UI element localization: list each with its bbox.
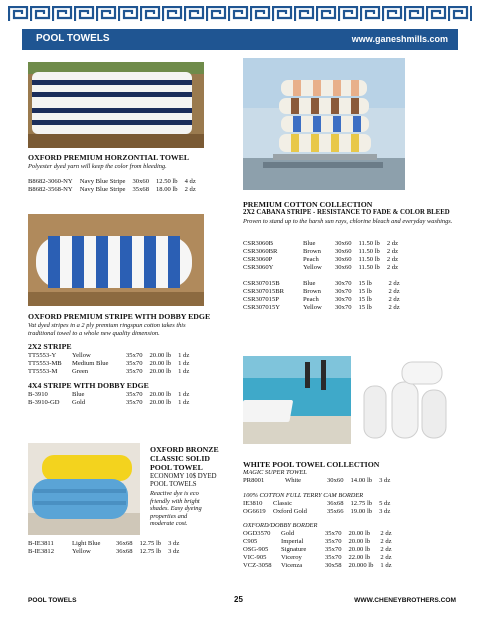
header-bar — [22, 29, 458, 50]
table-row: B-3910 Blue 35x70 20.00 lb 1 dz — [28, 391, 190, 398]
table-row: B-IE3812 Yellow 36x68 12.75 lb 3 dz — [28, 548, 180, 555]
table-row: VCZ-3058 Vicenza 30x58 20.000 lb 1 dz — [243, 562, 392, 569]
footer-section-label: POOL TOWELS — [28, 597, 77, 604]
section-title: POOL TOWELS — [36, 33, 110, 44]
stripe-2x2-title: 2X2 STRIPE — [28, 342, 72, 351]
terry-cam-border-table — [243, 500, 397, 516]
oxford-bronze-desc-line: Reactive dye is eco — [150, 490, 199, 497]
page-number: 25 — [234, 595, 243, 604]
table-row: CSR3060Y Yellow 30x60 11.50 lb 2 dz — [243, 264, 399, 271]
table-row: B8682-3060-NY Navy Blue Stripe 30x60 12.50 lb 4 dz — [28, 178, 196, 185]
table-row: B-3910-GD Gold 35x70 20.00 lb 1 dz — [28, 399, 190, 406]
table-row: OGD3570 Gold 35x70 20.00 lb 2 dz — [243, 530, 392, 537]
premium-cotton-table-a — [243, 240, 405, 272]
table-row: TT5553-MB Medium Blue 35x70 20.00 lb 1 dz — [28, 360, 190, 367]
oxford-bronze-lines — [150, 473, 217, 489]
table-row: TT5553-M Green 35x70 20.00 lb 1 dz — [28, 368, 190, 375]
white-collection-title: WHITE POOL TOWEL COLLECTION — [243, 460, 380, 469]
magic-super-towel-table — [243, 477, 397, 485]
greek-key-border — [8, 6, 472, 22]
oxford-horizontal-table — [28, 178, 203, 194]
oxford-bronze-table — [28, 540, 186, 556]
oxford-horizontal-title: OXFORD PREMIUM HORZONTIAL TOWEL — [28, 153, 190, 162]
oxford-bronze-title-line: OXFORD BRONZE — [150, 445, 219, 454]
oxford-bronze-line: POOL TOWELS — [150, 481, 197, 488]
table-row: B8682-3568-NY Navy Blue Stripe 35x68 18.00 lb 2 dz — [28, 186, 196, 193]
table-row: CSR307015B Blue 30x70 15 lb 2 dz — [243, 280, 400, 287]
oxford-bronze-line: ECONOMY 10$ DYED — [150, 473, 217, 480]
table-row: IE3810 Classic 36x68 12.75 lb 5 dz — [243, 500, 391, 507]
oxford-dobby-towel-photo — [28, 214, 204, 306]
website-link[interactable]: www.ganeshmills.com — [351, 34, 448, 44]
oxford-bronze-desc-line: properties and — [150, 512, 188, 520]
table-row: CSR307015Y Yellow 30x70 15 lb 2 dz — [243, 304, 400, 311]
rolled-white-towels-photo — [358, 356, 458, 444]
table-row: CSR3060B Blue 30x60 11.50 lb 2 dz — [243, 240, 399, 247]
magic-super-towel-label: MAGIC SUPER TOWEL — [243, 469, 307, 476]
table-row: OSG-905 Signature 35x70 20.00 lb 2 dz — [243, 546, 392, 553]
premium-cotton-title: PREMIUM COTTON COLLECTION — [243, 200, 373, 209]
table-row: CSR307015BR Brown 30x70 15 lb 2 dz — [243, 288, 400, 295]
oxford-dobby-border-table — [243, 530, 399, 570]
premium-cotton-desc: Proven to stand up to the harsh sun rays, chlorine bleach and everyday washings. — [243, 218, 453, 225]
oxford-bronze-desc-line: shades. Easy dyeing — [150, 505, 202, 513]
table-row: TT5553-Y Yellow 35x70 20.00 lb 1 dz — [28, 352, 190, 359]
oxford-horizontal-desc: Polyester dyed yarn will keep the color from bleeding. — [28, 163, 167, 170]
oxford-dobby-border-label: OXFORD/DOBBY BORDER — [243, 522, 318, 529]
cabana-stripe-towels-photo — [243, 58, 405, 190]
oxford-bronze-title-line: CLASSIC SOLID — [150, 454, 211, 463]
oxford-bronze-desc-line: friendly with bright — [150, 497, 200, 505]
table-row: CSR307015P Peach 30x70 15 lb 2 dz — [243, 296, 400, 303]
oxford-horizontal-towel-photo — [28, 62, 204, 148]
table-row: CSR3060P Peach 30x60 11.50 lb 2 dz — [243, 256, 399, 263]
pool-lounge-photo — [243, 356, 351, 444]
oxford-bronze-title-line: POOL TOWEL — [150, 463, 203, 472]
table-row: B-IE3811 Light Blue 36x68 12.75 lb 3 dz — [28, 540, 180, 547]
premium-cotton-table-b — [243, 280, 407, 312]
table-row: VIC-905 Viceroy 35x70 22.00 lb 2 dz — [243, 554, 392, 561]
table-row: CSR3060BR Brown 30x60 11.50 lb 2 dz — [243, 248, 399, 255]
oxford-bronze-title — [150, 445, 219, 472]
oxford-dobby-title: OXFORD PREMIUM STRIPE WITH DOBBY EDGE — [28, 312, 211, 321]
terry-cam-border-label: 100% COTTON FULL TERRY CAM BORDER — [243, 492, 364, 499]
table-row: OG6619 Oxford Gold 35x66 19.00 lb 3 dz — [243, 508, 391, 515]
oxford-bronze-towels-photo — [28, 443, 140, 535]
oxford-bronze-desc — [150, 490, 202, 528]
footer-website-link[interactable]: WWW.CHENEYBROTHERS.COM — [354, 597, 456, 604]
premium-cotton-subtitle: 2X2 CABANA STRIPE - RESISTANCE TO FADE & COLOR BLEED — [243, 209, 450, 216]
stripe-4x4-title: 4X4 STRIPE WITH DOBBY EDGE — [28, 381, 149, 390]
oxford-bronze-desc-line: moderate cost. — [150, 520, 188, 528]
stripe-4x4-table — [28, 391, 196, 407]
oxford-dobby-desc: Vat dyed stripes in a 2 ply premium ringspun cotton takes this traditional towel to a whole new quality dimension. — [28, 322, 186, 337]
stripe-2x2-table — [28, 352, 196, 376]
table-row: PR8001 White 30x60 14.00 lb 3 dz — [243, 477, 391, 484]
table-row: C905 Imperial 35x70 20.00 lb 2 dz — [243, 538, 392, 545]
